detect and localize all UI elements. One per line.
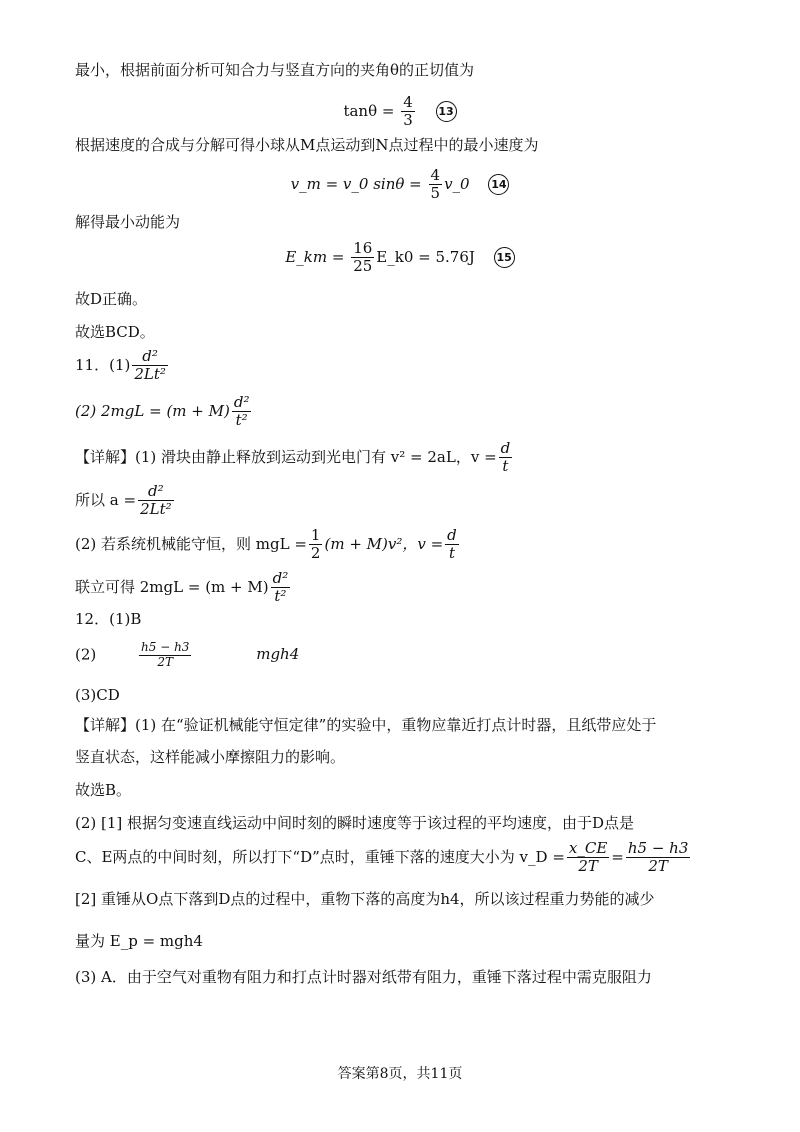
text: (m + M)v²，v = xyxy=(324,534,444,553)
text: C、E两点的中间时刻，所以打下“D”点时，重锤下落的速度大小为 v_D = xyxy=(75,847,565,866)
fraction xyxy=(232,394,252,430)
detail-12-line-8: (3) A．由于空气对重物有阻力和打点计时器对纸带有阻力，重锤下落过程中需克服阻力 xyxy=(75,968,652,986)
denominator: 2Lt² xyxy=(134,365,166,384)
fraction xyxy=(445,527,459,563)
text-line: 故选BCD。 xyxy=(75,323,155,341)
denominator: 2 xyxy=(310,544,321,563)
answer-11-2 xyxy=(75,394,253,430)
detail-12-line-7: 量为 E_p = mgh4 xyxy=(75,932,203,950)
numerator: d² xyxy=(272,569,289,587)
detail-12-line-4: (2) [1] 根据匀变速直线运动中间时刻的瞬时速度等于该过程的平均速度，由于D点是 xyxy=(75,814,635,832)
page-footer: 答案第8页，共11页 xyxy=(337,1066,463,1082)
numerator: 4 xyxy=(403,93,413,111)
text-line: 故D正确。 xyxy=(75,290,148,308)
denominator: t xyxy=(502,457,509,476)
text: 所以 a = xyxy=(75,490,137,509)
answer-label: (2) xyxy=(75,645,97,664)
eq14-tail: v_0 xyxy=(444,174,470,193)
detail-12-line-1: 【详解】(1) 在“验证机械能守恒定律”的实验中，重物应靠近打点计时器，且纸带应处于 xyxy=(75,716,657,734)
eq15-tail: E_k0 = 5.76J xyxy=(376,247,475,266)
fraction xyxy=(271,570,291,606)
detail-12-line-5: C、E两点的中间时刻，所以打下“D”点时，重锤下落的速度大小为 v_D = $\frac{x\_CE}{2T}$ = $\frac{h5 - h3}{2T}$ xyxy=(75,839,689,876)
eq14-lhs: v_m = v_0 sinθ = xyxy=(290,174,422,193)
text-line: 最小，根据前面分析可知合力与竖直方向的夹角θ的正切值为 xyxy=(75,61,475,79)
denominator: 25 xyxy=(353,257,373,276)
fraction xyxy=(351,240,374,276)
equation-marker: 13 xyxy=(436,101,457,122)
equation-14 xyxy=(0,167,800,203)
numerator: 4 xyxy=(430,166,441,184)
eq15-lhs: E_km = xyxy=(285,247,345,266)
equation-marker: 14 xyxy=(488,174,509,195)
denominator: t xyxy=(448,544,455,563)
fraction xyxy=(626,840,691,876)
denominator: 3 xyxy=(403,111,413,130)
denominator: t² xyxy=(274,587,287,606)
text: 联立可得 2mgL = (m + M) xyxy=(75,577,269,596)
fraction xyxy=(499,440,513,476)
detail-12-line-2: 竖直状态，这样能减小摩擦阻力的影响。 xyxy=(75,748,346,766)
detail-11-line-2 xyxy=(75,483,176,519)
fraction xyxy=(401,94,415,130)
answer-value: mgh4 xyxy=(256,645,300,664)
denominator: t² xyxy=(235,411,248,430)
fraction xyxy=(139,641,191,670)
denominator: 2T xyxy=(648,857,668,876)
answer-12-2 xyxy=(75,641,299,670)
fraction xyxy=(132,348,168,384)
fraction xyxy=(567,840,609,876)
detail-12-line-6: [2] 重锤从O点下落到D点的过程中，重物下落的高度为h4，所以该过程重力势能的减少 xyxy=(75,890,655,908)
numerator: d xyxy=(500,439,511,457)
eq13-lhs: tanθ = xyxy=(343,101,395,120)
numerator: d xyxy=(447,526,457,544)
denominator: 5 xyxy=(430,184,441,203)
denominator: 2Lt² xyxy=(140,500,172,519)
fraction xyxy=(429,167,443,203)
text: 【详解】(1) 滑块由静止释放到运动到光电门有 v² = 2aL，v = xyxy=(75,447,497,466)
detail-11-line-4 xyxy=(75,570,292,606)
answer-12-3: (3)CD xyxy=(75,686,120,704)
numerator: x_CE xyxy=(568,839,608,857)
numerator: d² xyxy=(233,393,250,411)
answer-label: 11．(1) xyxy=(75,355,131,374)
numerator: 16 xyxy=(353,239,373,257)
denominator: 2T xyxy=(578,857,598,876)
text-line: 解得最小动能为 xyxy=(75,213,181,231)
numerator: d² xyxy=(138,483,174,501)
denominator: 2T xyxy=(157,654,174,669)
detail-12-line-3: 故选B。 xyxy=(75,781,132,799)
detail-11-line-1 xyxy=(75,440,514,476)
answer-label: (2) 2mgL = (m + M) xyxy=(75,401,230,420)
fraction xyxy=(138,483,174,519)
answer-11-1 xyxy=(75,348,170,384)
text: (2) 若系统机械能守恒，则 mgL = xyxy=(75,534,307,553)
equation-marker: 15 xyxy=(494,247,515,268)
numerator: d² xyxy=(132,348,168,366)
numerator: 1 xyxy=(310,526,321,544)
equation-13 xyxy=(0,94,800,130)
numerator: h5 − h3 xyxy=(141,640,190,654)
fraction xyxy=(309,527,323,563)
text-line: 根据速度的合成与分解可得小球从M点运动到N点过程中的最小速度为 xyxy=(75,136,539,154)
detail-11-line-3 xyxy=(75,527,461,563)
numerator: h5 − h3 xyxy=(627,839,689,857)
answer-12-1: 12．(1)B xyxy=(75,610,142,628)
equation-15 xyxy=(0,240,800,276)
